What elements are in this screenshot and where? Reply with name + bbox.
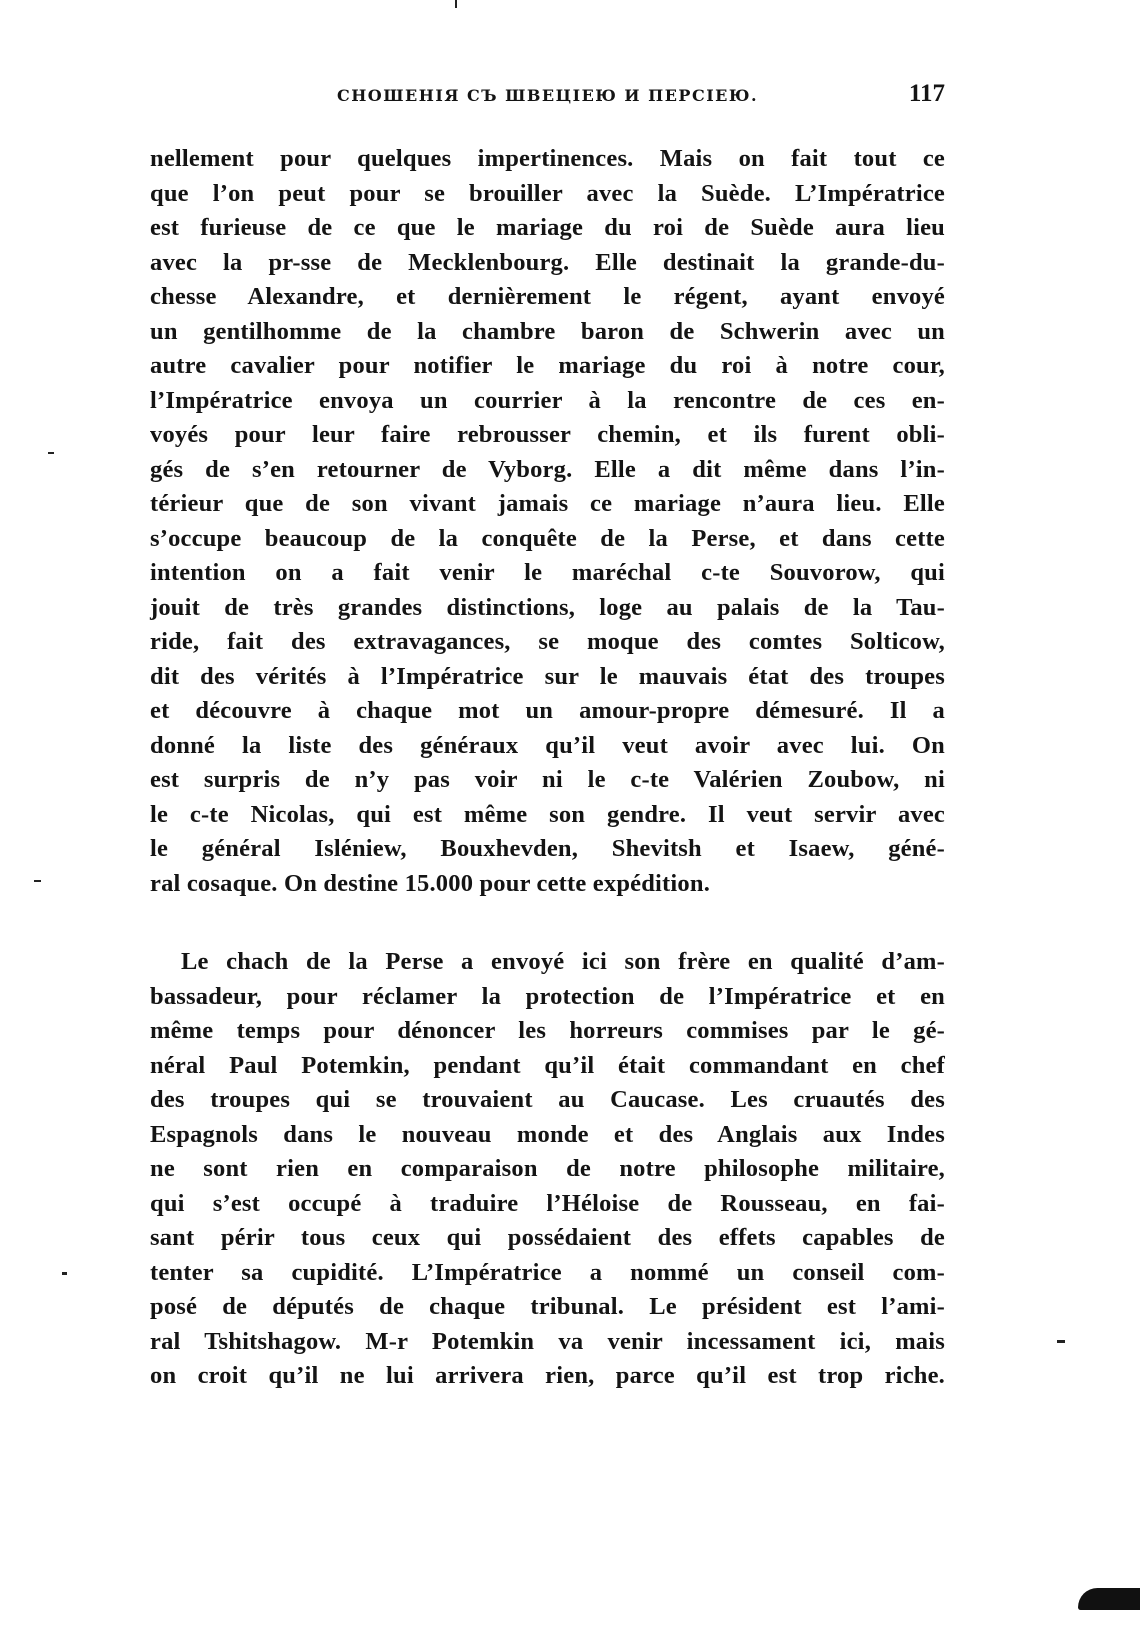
text-line: térieur que de son vivant jamais ce mariage n’aura lieu. Elle — [150, 490, 945, 517]
text-line: gés de s’en retourner de Vyborg. Elle a dit même dans l’in- — [150, 455, 945, 483]
text-line: est furieuse de ce que le mariage du roi de Suède aura lieu — [150, 214, 945, 241]
text-line: nellement pour quelques impertinences. Mais on fait tout ce — [150, 145, 945, 172]
text-line: s’occupe beaucoup de la conquête de la Perse, et dans cette — [150, 524, 945, 552]
scan-speck — [62, 1272, 67, 1275]
text-line: ride, fait des extravagances, se moque des comtes Solticow, — [150, 628, 945, 655]
running-title: СНОШЕНІЯ СЪ ШВЕЦІЕЮ И ПЕРСІЕЮ. — [336, 86, 759, 105]
text-line: sant périr tous ceux qui possédaient des effets capables de — [150, 1224, 945, 1251]
text-line: néral Paul Potemkin, pendant qu’il était commandant en chef — [150, 1051, 945, 1079]
text-line: avec la pr-sse de Mecklenbourg. Elle destinait la grande-du- — [150, 248, 945, 276]
text-line: donné la liste des généraux qu’il veut avoir avec lui. On — [150, 731, 945, 759]
text-line: dit des vérités à l’Impératrice sur le mauvais état des troupes — [150, 662, 945, 690]
text-line: l’Impératrice envoya un courrier à la rencontre de ces en- — [150, 386, 945, 414]
scan-page-edge-shadow — [1078, 1588, 1140, 1610]
text-line: qui s’est occupé à traduire l’Héloise de Rousseau, en fai- — [150, 1189, 945, 1217]
text-line: on croit qu’il ne lui arrivera rien, parce qu’il est trop riche. — [150, 1362, 945, 1389]
page-number: 117 — [908, 80, 945, 107]
scan-speck — [1057, 1340, 1065, 1343]
text-line: Espagnols dans le nouveau monde et des Anglais aux Indes — [150, 1120, 945, 1148]
text-line: jouit de très grandes distinctions, loge au palais de la Tau- — [150, 593, 945, 621]
text-line: bassadeur, pour réclamer la protection de l’Impératrice et en — [150, 982, 945, 1010]
text-line: autre cavalier pour notifier le mariage du roi à notre cour, — [150, 352, 945, 379]
text-line: intention on a fait venir le maréchal c-te Souvorow, qui — [150, 559, 945, 586]
text-line: tenter sa cupidité. L’Impératrice a nommé un conseil com- — [150, 1258, 945, 1286]
text-line: ral cosaque. On destine 15.000 pour cette expédition. — [150, 869, 711, 897]
scan-speck — [455, 0, 457, 8]
text-line: Le chach de la Perse a envoyé ici son frère en qualité d’am- — [181, 948, 945, 975]
text-line: que l’on peut pour se brouiller avec la Suède. L’Impératrice — [150, 179, 945, 207]
running-header — [150, 78, 945, 110]
text-line: est surpris de n’y pas voir ni le c-te Valérien Zoubow, ni — [150, 766, 945, 793]
paragraph-1 — [150, 142, 945, 901]
text-line: des troupes qui se trouvaient au Caucase. Les cruautés des — [150, 1086, 945, 1113]
text-line: le c-te Nicolas, qui est même son gendre. Il veut servir avec — [150, 800, 945, 828]
text-line: voyés pour leur faire rebrousser chemin, et ils furent obli- — [150, 421, 945, 448]
text-line: même temps pour dénoncer les horreurs commises par le gé- — [150, 1017, 945, 1044]
text-line: ne sont rien en comparaison de notre philosophe militaire, — [150, 1155, 945, 1182]
paragraph-2 — [150, 945, 945, 1394]
text-line: chesse Alexandre, et dernièrement le régent, ayant envoyé — [150, 283, 945, 310]
text-line: ral Tshitshagow. M-r Potemkin va venir incessament ici, mais — [150, 1327, 945, 1355]
text-line: un gentilhomme de la chambre baron de Schwerin avec un — [150, 317, 945, 345]
text-line: posé de députés de chaque tribunal. Le président est l’ami- — [150, 1293, 945, 1320]
text-line: et découvre à chaque mot un amour-propre démesuré. Il a — [150, 697, 945, 724]
text-line: le général Isléniew, Bouxhevden, Shevitsh et Isaew, géné- — [150, 835, 945, 862]
scan-speck — [48, 452, 54, 454]
scan-speck — [34, 880, 41, 882]
